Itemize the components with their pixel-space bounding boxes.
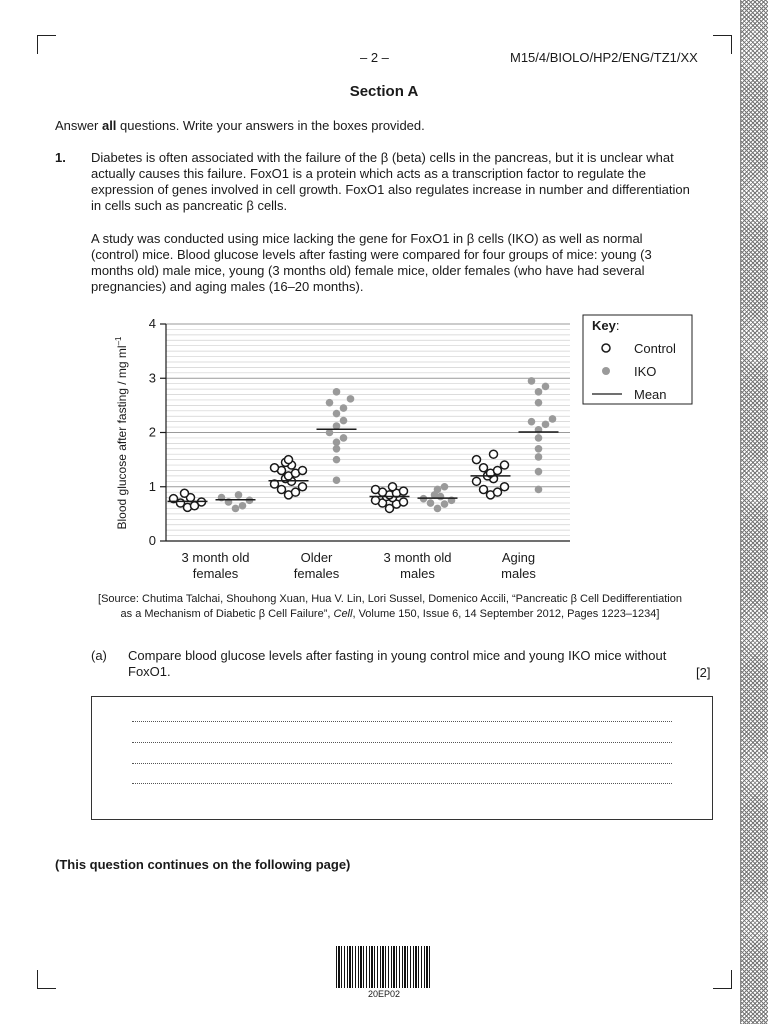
- barcode-code: 20EP02: [367, 989, 401, 999]
- iko-data-point: [528, 377, 536, 385]
- answer-line[interactable]: [132, 742, 672, 743]
- question-paragraph-2: A study was conducted using mice lacking the gene for FoxO1 in β cells (IKO) as well as normal (control) mice. Blood glucose levels after fasting were compared for four groups of mice: young (3 months old) male mice, young (3 months old) female mice, older females (who have had several pregnancies) and aging males (16–20 months).: [91, 231, 652, 294]
- iko-data-point: [427, 499, 435, 507]
- iko-data-point: [549, 415, 557, 423]
- legend-control-marker: [602, 344, 610, 352]
- iko-data-point: [347, 395, 355, 403]
- y-tick-label: 2: [148, 424, 156, 440]
- chart-x-axis: [166, 541, 570, 581]
- iko-data-point: [340, 434, 348, 442]
- iko-data-point: [535, 453, 543, 461]
- iko-data-point: [441, 483, 449, 491]
- iko-data-point: [434, 505, 442, 513]
- legend-iko-label: IKO: [634, 364, 657, 379]
- legend-title: [592, 318, 619, 333]
- answer-line[interactable]: [132, 721, 672, 722]
- barcode: [336, 946, 432, 988]
- legend-title-colon: :: [615, 318, 620, 333]
- continues-note: (This question continues on the following page): [55, 857, 351, 872]
- legend-control-label: Control: [634, 341, 676, 356]
- y-tick-label: 4: [148, 316, 156, 331]
- answer-line[interactable]: [132, 783, 672, 784]
- control-data-point: [278, 485, 286, 493]
- control-data-point: [473, 477, 481, 485]
- x-category-label: Older: [300, 550, 333, 565]
- y-tick-label: 0: [148, 533, 156, 548]
- instructions-suffix: questions. Write your answers in the boxes provided.: [116, 118, 425, 133]
- control-data-point: [480, 485, 488, 493]
- control-data-point: [285, 456, 293, 464]
- x-category-label: 3 month old: [181, 550, 250, 565]
- paper-reference: M15/4/BIOLO/HP2/ENG/TZ1/XX: [510, 50, 698, 65]
- control-data-point: [473, 456, 481, 464]
- iko-data-point: [232, 505, 240, 513]
- iko-data-point: [528, 418, 536, 426]
- instructions-bold: all: [101, 118, 117, 133]
- chart-y-axis-label-superscript: –1: [114, 336, 123, 346]
- control-data-point: [372, 485, 380, 493]
- iko-data-point: [326, 399, 334, 407]
- side-hatch-strip: [740, 0, 768, 1024]
- crop-mark-bottom-left: [37, 970, 56, 989]
- iko-data-point: [535, 468, 543, 476]
- iko-data-point: [441, 500, 449, 508]
- part-a-label: (a): [91, 648, 107, 663]
- x-category-label: 3 month old: [383, 550, 452, 565]
- x-category-label: males: [501, 566, 536, 581]
- iko-data-point: [535, 434, 543, 442]
- iko-data-point: [333, 438, 341, 446]
- control-data-point: [372, 496, 380, 504]
- y-tick-label: 3: [148, 370, 156, 386]
- x-category-label: Aging: [501, 550, 536, 565]
- iko-data-point: [333, 476, 341, 484]
- iko-data-point: [434, 486, 442, 494]
- control-data-point: [299, 483, 307, 491]
- control-data-point: [271, 464, 279, 472]
- legend-mean-label: Mean: [634, 387, 667, 402]
- part-a-question: Compare blood glucose levels after fasting in young control mice and young IKO mice without FoxO1.: [128, 648, 667, 679]
- source-journal: Cell: [333, 608, 353, 620]
- x-category-label: females: [192, 566, 239, 581]
- iko-data-point: [542, 383, 550, 391]
- part-a-marks: [2]: [696, 665, 711, 680]
- iko-data-point: [340, 404, 348, 412]
- instructions-prefix: Answer: [55, 118, 102, 133]
- answer-line[interactable]: [132, 763, 672, 764]
- iko-data-point: [333, 388, 341, 396]
- control-data-point: [494, 488, 502, 496]
- control-data-point: [389, 483, 397, 491]
- x-category-label: males: [400, 566, 435, 581]
- iko-data-point: [333, 445, 341, 453]
- source-line-2-prefix: as a Mechanism of Diabetic β Cell Failure”,: [120, 608, 334, 620]
- source-line-1: [Source: Chutima Talchai, Shouhong Xuan, Hua V. Lin, Lori Sussel, Domenico Accili, “Pancreatic β Cell Dedifferentiation: [98, 593, 682, 605]
- page-number: – 2 –: [360, 50, 389, 65]
- question-paragraph-1: Diabetes is often associated with the failure of the β (beta) cells in the pancreas, but it is unclear what actually causes this failure. FoxO1 is a protein which acts as a transcription factor to regulate the expression of genes involved in cell growth. FoxO1 also regulates increase in number and differentiation in cells such as pancreatic β cells.: [91, 150, 690, 213]
- legend-iko-marker: [602, 367, 610, 375]
- control-data-point: [299, 466, 307, 474]
- iko-data-point: [333, 410, 341, 418]
- source-citation: [85, 592, 695, 622]
- iko-data-point: [235, 491, 243, 499]
- section-title: Section A: [349, 83, 419, 100]
- control-data-point: [501, 483, 509, 491]
- chart-y-axis-label: [114, 336, 129, 530]
- control-data-point: [400, 498, 408, 506]
- crop-mark-bottom-right: [713, 970, 732, 989]
- chart-y-axis-label-text: Blood glucose after fasting / mg ml: [115, 345, 129, 530]
- iko-data-point: [542, 421, 550, 429]
- iko-data-point: [535, 486, 543, 494]
- chart-y-axis: [149, 316, 166, 548]
- chart-legend: [583, 315, 692, 404]
- control-data-point: [181, 489, 189, 497]
- legend-title-text: Key: [592, 318, 616, 333]
- iko-data-point: [239, 502, 247, 510]
- control-data-point: [292, 488, 300, 496]
- x-category-label: females: [293, 566, 340, 581]
- question-number: 1.: [55, 150, 66, 165]
- control-data-point: [490, 450, 498, 458]
- control-data-point: [494, 466, 502, 474]
- answer-box[interactable]: [91, 696, 713, 820]
- control-data-point: [400, 487, 408, 495]
- iko-data-point: [535, 388, 543, 396]
- y-tick-label: 1: [148, 478, 156, 494]
- iko-data-point: [535, 445, 543, 453]
- iko-data-point: [333, 456, 341, 464]
- iko-data-point: [535, 399, 543, 407]
- source-line-2-suffix: , Volume 150, Issue 6, 14 September 2012, Pages 1223–1234]: [352, 608, 660, 620]
- control-data-point: [480, 464, 488, 472]
- iko-data-point: [340, 417, 348, 425]
- control-data-point: [501, 461, 509, 469]
